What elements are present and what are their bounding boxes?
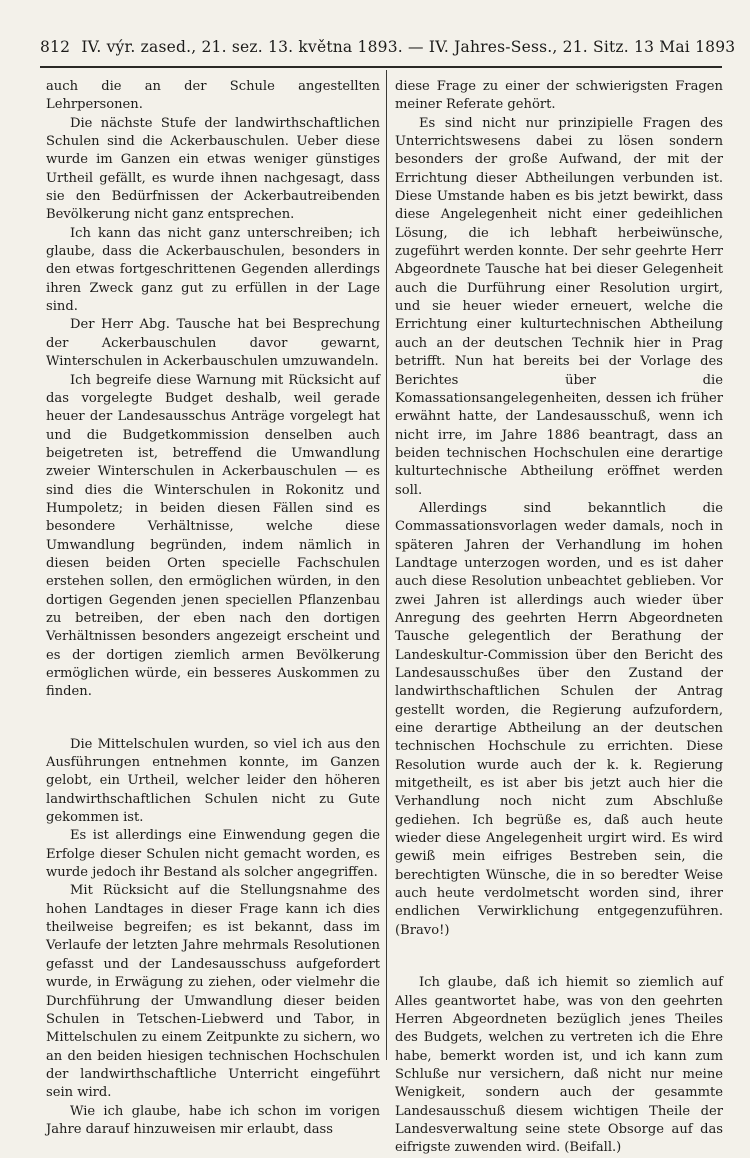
header-rule	[40, 66, 722, 68]
page-number: 812	[40, 38, 71, 56]
paragraph: Ich glaube, daß ich hiemit so ziemlich auf Alles geantwortet habe, was von den geehrten Herren Abgeordneten bezüglich jenes Theiles des Budgets, welchen zu vertreten ich die Ehre habe, bemerkt worden ist, und ich kann zum Schluße nur versichern, daß nicht nur meine Wenigkeit, sondern auch der gesammte Landesausschuß diesem wichtigen Theile der Landesverwaltung seine stete Obsorge auf das eifrigste zuwenden wird. (Beifall.)	[395, 975, 723, 1156]
header-german-session: IV. Jahres-Sess., 21. Sitz. 13 Mai 1893	[428, 38, 736, 56]
paragraph: auch die an der Schule angestellten Lehrpersonen.	[46, 79, 380, 113]
right-column	[395, 78, 723, 1158]
paragraph: Ich kann das nicht ganz unterschreiben; ich glaube, dass die Ackerbauschulen, besonders in den etwas fortgeschrittenen Gegenden allerdings ihren Zweck ganz gut zu erfüllen in der Lage sind.	[46, 225, 380, 315]
paragraph: diese Frage zu einer der schwierigsten Fragen meiner Referate gehört.	[395, 79, 723, 113]
paragraph: Es sind nicht nur prinzipielle Fragen des Unterrichtswesens dabei zu lösen sondern besonders der große Aufwand, der mit der Errichtung dieser Abtheilungen verbunden ist. Diese Umstande haben es bis jetzt bewirkt, dass diese Angelegenheit nicht einer gedeihlichen Lösung, die ich lebhaft herbeiwünsche, zugeführt werden konnte. Der sehr geehrte Herr Abgeordnete Tausche hat bei dieser Gelegenheit auch die Durführung einer Resolution urgirt, und sie heuer wieder erneuert, welche die Errichtung einer kulturtechnischen Abtheilung auch an der deutschen Technik hier in Prag betrifft. Nun hat bereits bei der Vorlage des Berichtes über die Komassationsangelegenheiten, dessen ich früher erwähnt hatte, der Landesausschuß, wenn ich nicht irre, im Jahre 1886 beantragt, dass an beiden technischen Hochschulen eine derartige kulturtechnische Abtheilung eröffnet werden soll.	[395, 115, 723, 498]
paragraph: Ich begreife diese Warnung mit Rücksicht auf das vorgelegte Budget deshalb, weil gerade heuer der Landesausschus Anträge vorgelegt hat und die Budgetkommission denselben auch beigetreten ist, betreffend die Umwandlung zweier Winterschulen in Ackerbauschulen — es sind dies die Winterschulen in Rokonitz und Humpoletz; in beiden diesen Fällen sind es besondere Verhältnisse, welche diese Umwandlung begründen, indem nämlich in diesen beiden Orten specielle Fachschulen erstehen sollen, den ermöglichen würden, in den dortigen Gegenden jenen speciellen Pflanzenbau zu betreiben, der eben nach den dortigen Verhältnissen besonders angezeigt erscheint und es der dortigen ziemlich armen Bevölkerung ermöglichen würde, ein besseres Auskommen zu finden.	[46, 372, 380, 700]
header-separator: —	[408, 38, 424, 56]
left-column	[46, 78, 380, 1139]
paragraph: Die Mittelschulen wurden, so viel ich aus den Ausführungen entnehmen konnte, im Ganzen gelobt, ein Urtheil, welcher leider den höheren landwirthschaftlichen Schulen nicht zu Gute gekommen ist.	[46, 736, 380, 826]
paragraph: Mit Rücksicht auf die Stellungsnahme des hohen Landtages in dieser Frage kann ich dies theilweise begreifen; es ist bekannt, dass im Verlaufe der letzten Jahre mehrmals Resolutionen gefasst und der Landesausschuss aufgefordert wurde, in Erwägung zu ziehen, oder vielmehr die Durchführung der Umwandlung dieser beiden Schulen in Tetschen-Liebwerd und Tabor, in Mittelschulen zu einem Zeitpunkte zu sichern, wo an den beiden hiesigen technischen Hochschulen der landwirthschaftliche Unterricht eingeführt sein wird.	[46, 883, 380, 1101]
paragraph: Wie ich glaube, habe ich schon im vorigen Jahre darauf hinzuweisen mir erlaubt, dass	[46, 1103, 380, 1137]
paragraph: Der Herr Abg. Tausche hat bei Besprechung der Ackerbauschulen davor gewarnt, Winterschulen in Ackerbauschulen umzuwandeln.	[46, 317, 380, 370]
page-header	[40, 38, 736, 56]
paragraph: Es ist allerdings eine Einwendung gegen die Erfolge dieser Schulen nicht gemacht worden, es wurde jedoch ihr Bestand als solcher angegriffen.	[46, 828, 380, 881]
header-czech-session: IV. výr. zased., 21. sez. 13. května 1893.	[81, 38, 403, 56]
paragraph: Die nächste Stufe der landwirthschaftlichen Schulen sind die Ackerbauschulen. Ueber diese wurde im Ganzen ein etwas weniger günstiges Urtheil gefällt, es wurde ihnen nachgesagt, dass sie den Bedürfnissen der Ackerbautreibenden Bevölkerung nicht ganz entsprechen.	[46, 115, 380, 223]
column-divider	[386, 70, 387, 1060]
paragraph: Allerdings sind bekanntlich die Commassationsvorlagen weder damals, noch in späteren Jahren der Verhandlung im hohen Landtage unterzogen worden, und es ist daher auch diese Resolution unbeachtet geblieben. Vor zwei Jahren ist allerdings auch wieder über Anregung des geehrten Herrn Abgeordneten Tausche gelegentlich der Berathung der Landeskultur-Commission über den Bericht des Landesausschußes über den Zustand der landwirthschaftlichen Schulen der Antrag gestellt worden, die Regierung aufzufordern, eine derartige Abtheilung an der deutschen technischen Hochschule zu errichten. Diese Resolution wurde auch der k. k. Regierung mitgetheilt, es ist aber bis jetzt auch hier die Verhandlung noch nicht zum Abschluße gediehen. Ich begrüße es, daß auch heute wieder diese Angelegenheit urgirt wird. Es wird gewiß mein eifriges Bestreben sein, die berechtigten Wünsche, die in so beredter Weise auch heute verdolmetscht worden sind, ihrer endlichen Verwirklichung entgegenzuführen. (Bravo!)	[395, 500, 723, 938]
